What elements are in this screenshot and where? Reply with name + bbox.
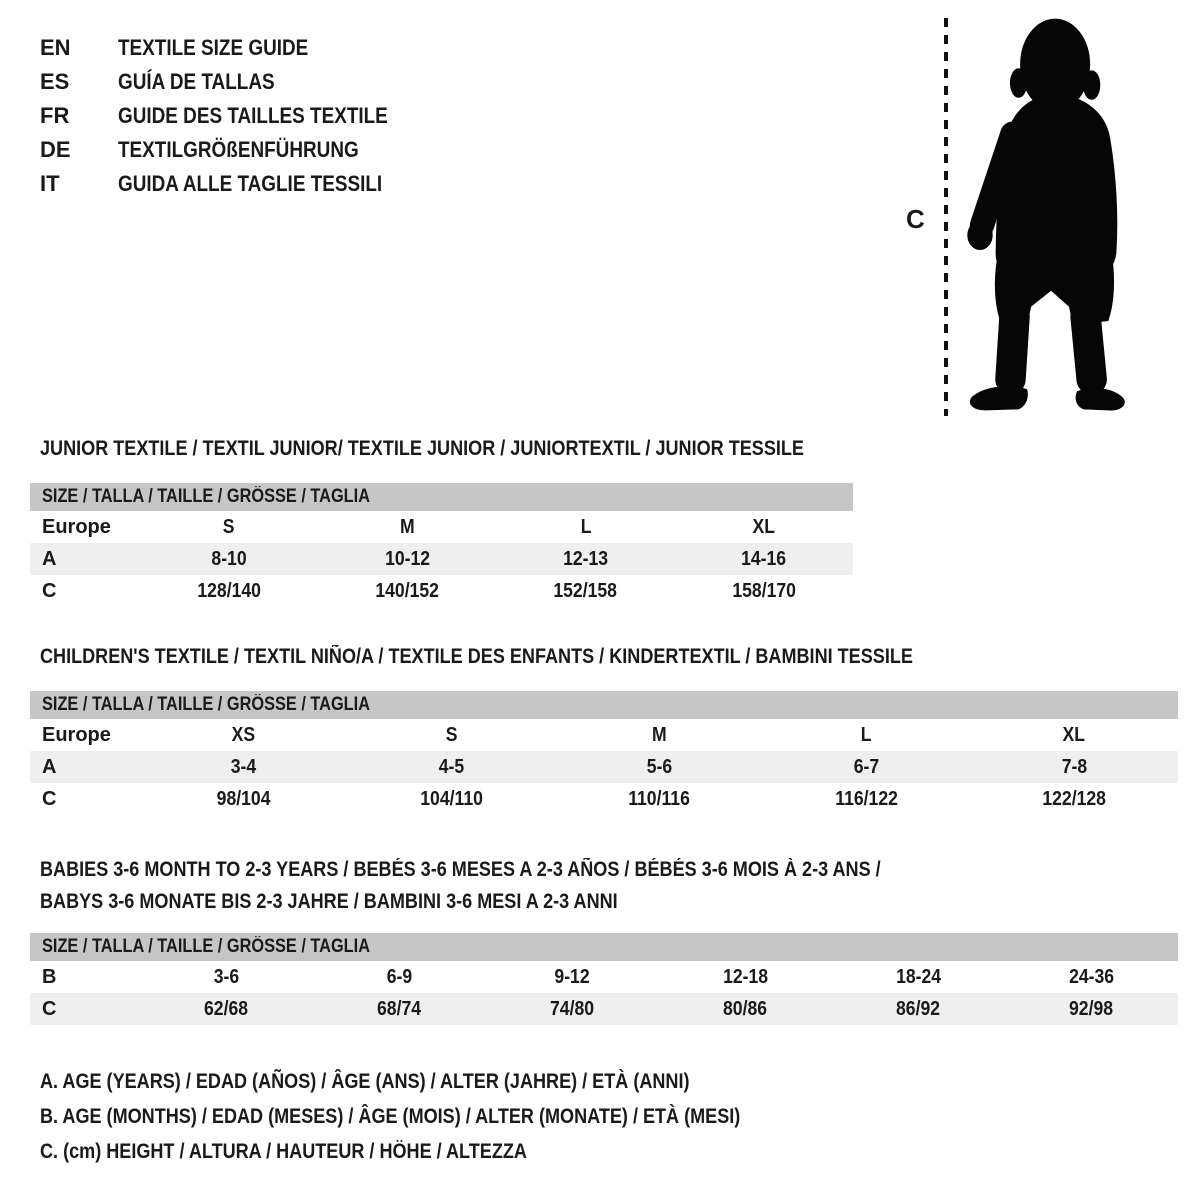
cell-value: 10-12: [384, 547, 430, 570]
cell-value: M: [400, 515, 415, 538]
junior-size-table: [30, 483, 853, 607]
row-label: C: [42, 579, 57, 602]
cell-value: 4-5: [438, 755, 465, 778]
footnote-height-cm: C. (cm) HEIGHT / ALTURA / HAUTEUR / HÖHE / ALTEZZA: [40, 1140, 527, 1163]
section-babies-textile: [30, 854, 1178, 1025]
section-children-textile: [30, 644, 1178, 815]
table-row: [30, 961, 1178, 993]
cell-value: 116/122: [835, 787, 898, 810]
cell-value: 80/86: [723, 997, 768, 1020]
section-heading: JUNIOR TEXTILE / TEXTIL JUNIOR/ TEXTILE JUNIOR / JUNIORTEXTIL / JUNIOR TESSILE: [40, 437, 804, 460]
row-label: B: [42, 965, 57, 988]
cell-value: 140/152: [375, 579, 440, 602]
cell-value: 12-18: [722, 965, 769, 988]
cell-value: 158/170: [732, 579, 796, 602]
cell-value: 110/116: [628, 787, 690, 810]
cell-value: 122/128: [1042, 787, 1107, 810]
lang-code: IT: [40, 171, 60, 196]
cell-value: XS: [232, 723, 256, 746]
size-header-text: SIZE / TALLA / TAILLE / GRÖSSE / TAGLIA: [42, 694, 371, 715]
cell-value: 128/140: [197, 579, 261, 602]
footnote-age-months: B. AGE (MONTHS) / EDAD (MESES) / ÂGE (MOIS) / ALTER (MONATE) / ETÀ (MESI): [40, 1105, 741, 1128]
lang-row-de: [40, 133, 432, 167]
table-row: [30, 751, 1178, 783]
footnote-age-years: A. AGE (YEARS) / EDAD (AÑOS) / ÂGE (ANS) / ALTER (JAHRE) / ETÀ (ANNI): [40, 1070, 690, 1093]
table-row: [30, 719, 1178, 751]
cell-value: 8-10: [211, 547, 247, 570]
cell-value: 74/80: [550, 997, 595, 1020]
cell-value: S: [445, 723, 458, 746]
section-heading: BABIES 3-6 MONTH TO 2-3 YEARS / BEBÉS 3-6 MESES A 2-3 AÑOS / BÉBÉS 3-6 MOIS À 2-3 ANS / BABYS 3-6 MONATE BIS 2-3 JAHRE / BAMBINI 3-6 MESI A 2-3 ANNI: [40, 858, 881, 913]
height-measure-label: C: [906, 204, 925, 234]
size-header-band: [30, 933, 1178, 961]
table-row: [30, 783, 1178, 815]
cell-value: L: [861, 723, 872, 746]
cell-value: 5-6: [646, 755, 672, 778]
lang-row-en: [40, 31, 432, 65]
cell-value: XL: [752, 515, 776, 538]
cell-value: 104/110: [420, 787, 483, 810]
row-label: C: [42, 997, 57, 1020]
table-row: [30, 993, 1178, 1025]
lang-code: ES: [40, 69, 70, 94]
lang-title: TEXTILGRÖßENFÜHRUNG: [118, 137, 359, 162]
row-label: Europe: [42, 723, 111, 746]
cell-value: 86/92: [896, 997, 941, 1020]
cell-value: 3-4: [231, 755, 257, 778]
size-header-text: SIZE / TALLA / TAILLE / GRÖSSE / TAGLIA: [42, 486, 371, 507]
table-row: [30, 575, 853, 607]
size-header-text: SIZE / TALLA / TAILLE / GRÖSSE / TAGLIA: [42, 936, 371, 957]
cell-value: 24-36: [1068, 965, 1115, 988]
row-label: C: [42, 787, 57, 810]
cell-value: 6-7: [853, 755, 880, 778]
lang-row-it: [40, 167, 432, 201]
table-row: [30, 511, 853, 543]
height-dashed-line-icon: [942, 16, 950, 418]
cell-value: M: [651, 723, 667, 746]
cell-value: 68/74: [377, 997, 422, 1020]
cell-value: 62/68: [204, 997, 249, 1020]
lang-title: GUIDE DES TAILLES TEXTILE: [118, 103, 388, 128]
size-header-band: [30, 691, 1178, 719]
cell-value: 18-24: [895, 965, 942, 988]
babies-size-table: [30, 933, 1178, 1025]
lang-code: EN: [40, 35, 71, 60]
lang-code: FR: [40, 103, 70, 128]
cell-value: 6-9: [386, 965, 413, 988]
language-title-list: [40, 31, 432, 201]
legend-footnotes: [40, 1064, 854, 1169]
cell-value: 14-16: [741, 547, 787, 570]
cell-value: XL: [1062, 723, 1086, 746]
cell-value: 9-12: [554, 965, 591, 988]
row-label: A: [42, 755, 57, 778]
lang-title: TEXTILE SIZE GUIDE: [118, 35, 309, 60]
cell-value: S: [223, 515, 235, 538]
table-row: [30, 543, 853, 575]
lang-code: DE: [40, 137, 71, 162]
section-heading: CHILDREN'S TEXTILE / TEXTIL NIÑO/A / TEXTILE DES ENFANTS / KINDERTEXTIL / BAMBINI TESSILE: [40, 645, 913, 668]
cell-value: L: [580, 515, 592, 538]
section-junior-textile: [30, 436, 853, 607]
lang-row-es: [40, 65, 432, 99]
size-header-band: [30, 483, 853, 511]
lang-title: GUIDA ALLE TAGLIE TESSILI: [118, 171, 383, 196]
lang-title: GUÍA DE TALLAS: [118, 69, 275, 94]
cell-value: 98/104: [216, 787, 271, 810]
cell-value: 3-6: [213, 965, 240, 988]
row-label: A: [42, 547, 57, 570]
children-size-table: [30, 691, 1178, 815]
cell-value: 12-13: [563, 547, 609, 570]
toddler-silhouette-icon: [963, 14, 1131, 420]
cell-value: 92/98: [1069, 997, 1114, 1020]
cell-value: 152/158: [553, 579, 618, 602]
row-label: Europe: [42, 515, 111, 538]
cell-value: 7-8: [1061, 755, 1087, 778]
lang-row-fr: [40, 99, 432, 133]
